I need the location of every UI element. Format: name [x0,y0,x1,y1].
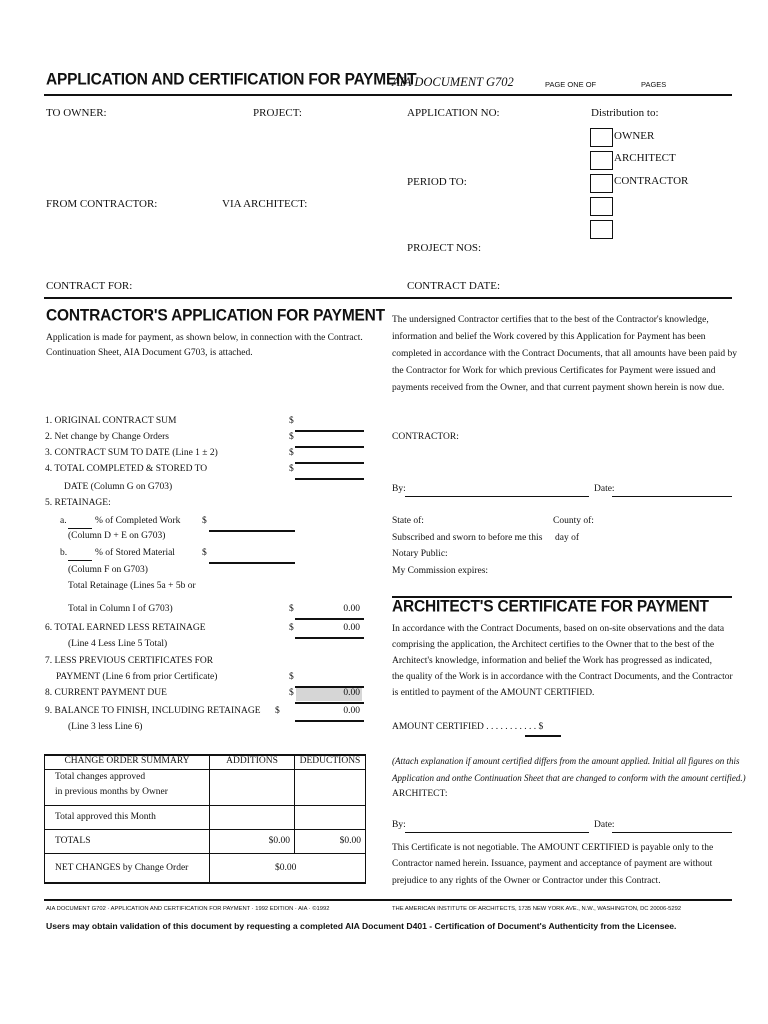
co-net-label: NET CHANGES by Change Order [45,853,210,883]
blank-checkbox-2[interactable] [590,220,613,239]
via-architect-label: VIA ARCHITECT: [222,198,308,210]
county-of-label: County of: [553,516,594,526]
line-5a-dollar: $ [202,516,207,526]
line-5b-percent-field[interactable] [68,560,92,561]
line-3-label: 3. CONTRACT SUM TO DATE (Line 1 ± 2) [45,448,218,458]
period-to-label: PERIOD TO: [407,176,467,188]
table-row [45,769,366,805]
contract-for-label: CONTRACT FOR: [46,280,133,292]
table-row [45,829,366,853]
line-9-label: 9. BALANCE TO FINISH, INCLUDING RETAINAGE [45,706,261,716]
distribution-label: Distribution to: [591,107,659,119]
line-4-sub: DATE (Column G on G703) [64,482,173,492]
cert-line-2: information and belief the Work covered by this Application for Payment has been [392,332,706,342]
line-5a-text: % of Completed Work [95,516,181,526]
co-month-additions[interactable] [210,805,295,829]
line-1-label: 1. ORIGINAL CONTRACT SUM [45,416,177,426]
page-one-of: PAGE ONE OF [545,80,597,89]
contractor-checkbox[interactable] [590,174,613,193]
footer-left: AIA DOCUMENT G702 · APPLICATION AND CERTIFICATION FOR PAYMENT · 1992 EDITION · AIA · ©1992 [46,906,330,912]
line-9-sub: (Line 3 less Line 6) [68,722,143,732]
line-2-label: 2. Net change by Change Orders [45,432,169,442]
line-9-field[interactable] [295,720,364,722]
co-net-value: $0.00 [210,853,366,883]
arch-line-1: In accordance with the Contract Documents, based on on-site observations and the data [392,624,725,634]
architect-label: ARCHITECT: [392,789,448,799]
architect-by-label: By: [392,820,406,830]
architect-date-label: Date: [594,820,615,830]
cert-line-5: payments received from the Owner, and that current payment shown herein is now due. [392,383,725,393]
footer-validation-note: Users may obtain validation of this document by requesting a completed AIA Document D401 - Certification of Document's Authenticity from the Licensee. [46,921,677,931]
total-retainage-1: Total Retainage (Lines 5a + 5b or [68,581,196,591]
application-no-label: APPLICATION NO: [407,107,500,119]
line-6-field[interactable] [295,637,364,639]
line-5b-text: % of Stored Material [95,548,175,558]
total-retainage-dollar: $ [289,604,294,614]
co-header-summary: CHANGE ORDER SUMMARY [45,755,210,769]
attach-line-2: Application and onthe Continuation Sheet that are changed to conform with the amount certified.) [392,773,746,783]
line-8-dollar: $ [289,688,294,698]
line-8-field[interactable] [295,702,364,704]
total-retainage-field[interactable] [295,618,364,620]
line-8-value: 0.00 [343,688,360,698]
line-7-sub: PAYMENT (Line 6 from prior Certificate) [56,672,218,682]
page-title: APPLICATION AND CERTIFICATION FOR PAYMENT [46,71,417,89]
contractor-by-label: By: [392,484,406,494]
cert-line-4: the Contractor for Work for which previous Certificates for Payment were issued and [392,366,716,376]
line-8-label: 8. CURRENT PAYMENT DUE [45,688,167,698]
line-6-dollar: $ [289,623,294,633]
line-6-label: 6. TOTAL EARNED LESS RETAINAGE [45,623,206,633]
line-2-dollar: $ [289,432,294,442]
line-5a-field[interactable] [209,530,295,532]
line-2-field[interactable] [295,446,364,448]
line-3-dollar: $ [289,448,294,458]
co-previous-deductions[interactable] [295,769,366,805]
co-row-previous-2: in previous months by Owner [55,786,168,797]
line-5b-letter: b. [60,548,68,558]
notice-line-3: prejudice to any rights of the Owner or Contractor under this Contract. [392,876,661,886]
line-5b-sub: (Column F on G703) [68,565,148,575]
line-7-label: 7. LESS PREVIOUS CERTIFICATES FOR [45,656,214,666]
co-month-deductions[interactable] [295,805,366,829]
owner-checkbox[interactable] [590,128,613,147]
amount-certified-field[interactable] [525,735,561,737]
pages-label: PAGES [641,80,667,89]
line-4-dollar: $ [289,464,294,474]
from-contractor-label: FROM CONTRACTOR: [46,198,158,210]
header-rule [44,94,732,96]
line-4-label: 4. TOTAL COMPLETED & STORED TO [45,464,208,474]
contractor-date-field[interactable] [612,496,732,497]
arch-line-4: the quality of the Work is in accordance with the Contract Documents, and the Contractor [392,672,733,682]
co-header-deductions: DEDUCTIONS [295,755,366,769]
architect-by-field[interactable] [405,832,589,833]
co-totals-additions: $0.00 [210,829,295,853]
line-5a-sub: (Column D + E on G703) [68,531,166,541]
footer-rule [44,899,732,901]
line-7-dollar: $ [289,672,294,682]
subscribed-label: Subscribed and sworn to before me this [392,533,543,543]
notice-line-2: Contractor named herein. Issuance, payment and acceptance of payment are without [392,859,713,869]
total-retainage-2: Total in Column I of G703) [68,604,173,614]
total-retainage-value: 0.00 [343,604,360,614]
footer-right: THE AMERICAN INSTITUTE OF ARCHITECTS, 1735 NEW YORK AVE., N.W., WASHINGTON, DC 20006-5292 [392,906,682,912]
co-previous-additions[interactable] [210,769,295,805]
notary-label: Notary Public: [392,549,448,559]
cert-line-3: completed in accordance with the Contract Documents, that all amounts have been paid by [392,349,738,359]
line-4-field[interactable] [295,478,364,480]
cert-line-1: The undersigned Contractor certifies that to the best of the Contractor's knowledge, [392,315,709,325]
architect-heading: ARCHITECT'S CERTIFICATE FOR PAYMENT [392,598,709,616]
notice-line-1: This Certificate is not negotiable. The AMOUNT CERTIFIED is payable only to the [392,843,714,853]
blank-checkbox-1[interactable] [590,197,613,216]
co-header-additions: ADDITIONS [210,755,295,769]
state-of-label: State of: [392,516,424,526]
co-totals-label: TOTALS [45,829,210,853]
architect-checkbox[interactable] [590,151,613,170]
architect-date-field[interactable] [612,832,732,833]
dist-contractor-label: CONTRACTOR [614,175,689,187]
line-9-dollar: $ [275,706,280,716]
contractor-date-label: Date: [594,484,615,494]
line-1-field[interactable] [295,430,364,432]
line-1-dollar: $ [289,416,294,426]
day-of-label: day of [555,533,580,543]
arch-line-3: Architect's knowledge, information and belief the Work has progressed as indicated, [392,656,712,666]
dist-owner-label: OWNER [614,130,655,142]
contract-date-label: CONTRACT DATE: [407,280,500,292]
line-6-sub: (Line 4 Less Line 5 Total) [68,639,168,649]
co-row-this-month: Total approved this Month [45,805,210,829]
top-section-rule [44,297,732,299]
table-row [45,853,366,883]
line-9-value: 0.00 [343,706,360,716]
line-3-field[interactable] [295,462,364,464]
document-name: AIA DOCUMENT G702 [392,75,514,89]
dist-architect-label: ARCHITECT [614,152,676,164]
co-row-previous-1: Total changes approved [55,771,146,782]
application-heading: CONTRACTOR'S APPLICATION FOR PAYMENT [46,307,385,325]
commission-label: My Commission expires: [392,566,489,576]
co-row-previous [45,769,210,805]
application-intro-1: Application is made for payment, as shown below, in connection with the Contract. [46,333,363,343]
to-owner-label: TO OWNER: [46,107,107,119]
line-5a-percent-field[interactable] [68,528,92,529]
arch-line-5: is entitled to payment of the AMOUNT CERTIFIED. [392,688,595,698]
project-label: PROJECT: [253,107,302,119]
arch-line-2: comprising the application, the Architect certifies to the Owner that to the best of the [392,640,715,650]
line-5-label: 5. RETAINAGE: [45,498,111,508]
attach-line-1: (Attach explanation if amount certified differs from the amount applied. Initial all figures on this [392,756,740,766]
change-order-table [44,754,366,884]
contractor-label: CONTRACTOR: [392,432,459,442]
line-5b-dollar: $ [202,548,207,558]
project-nos-label: PROJECT NOS: [407,242,482,254]
table-row [45,805,366,829]
amount-certified-label: AMOUNT CERTIFIED . . . . . . . . . . . $ [392,722,544,732]
line-5a-letter: a. [60,516,67,526]
line-5b-field[interactable] [209,562,295,564]
co-totals-deductions: $0.00 [295,829,366,853]
application-intro-2: Continuation Sheet, AIA Document G703, is attached. [46,348,253,358]
line-6-value: 0.00 [343,623,360,633]
contractor-by-field[interactable] [405,496,589,497]
